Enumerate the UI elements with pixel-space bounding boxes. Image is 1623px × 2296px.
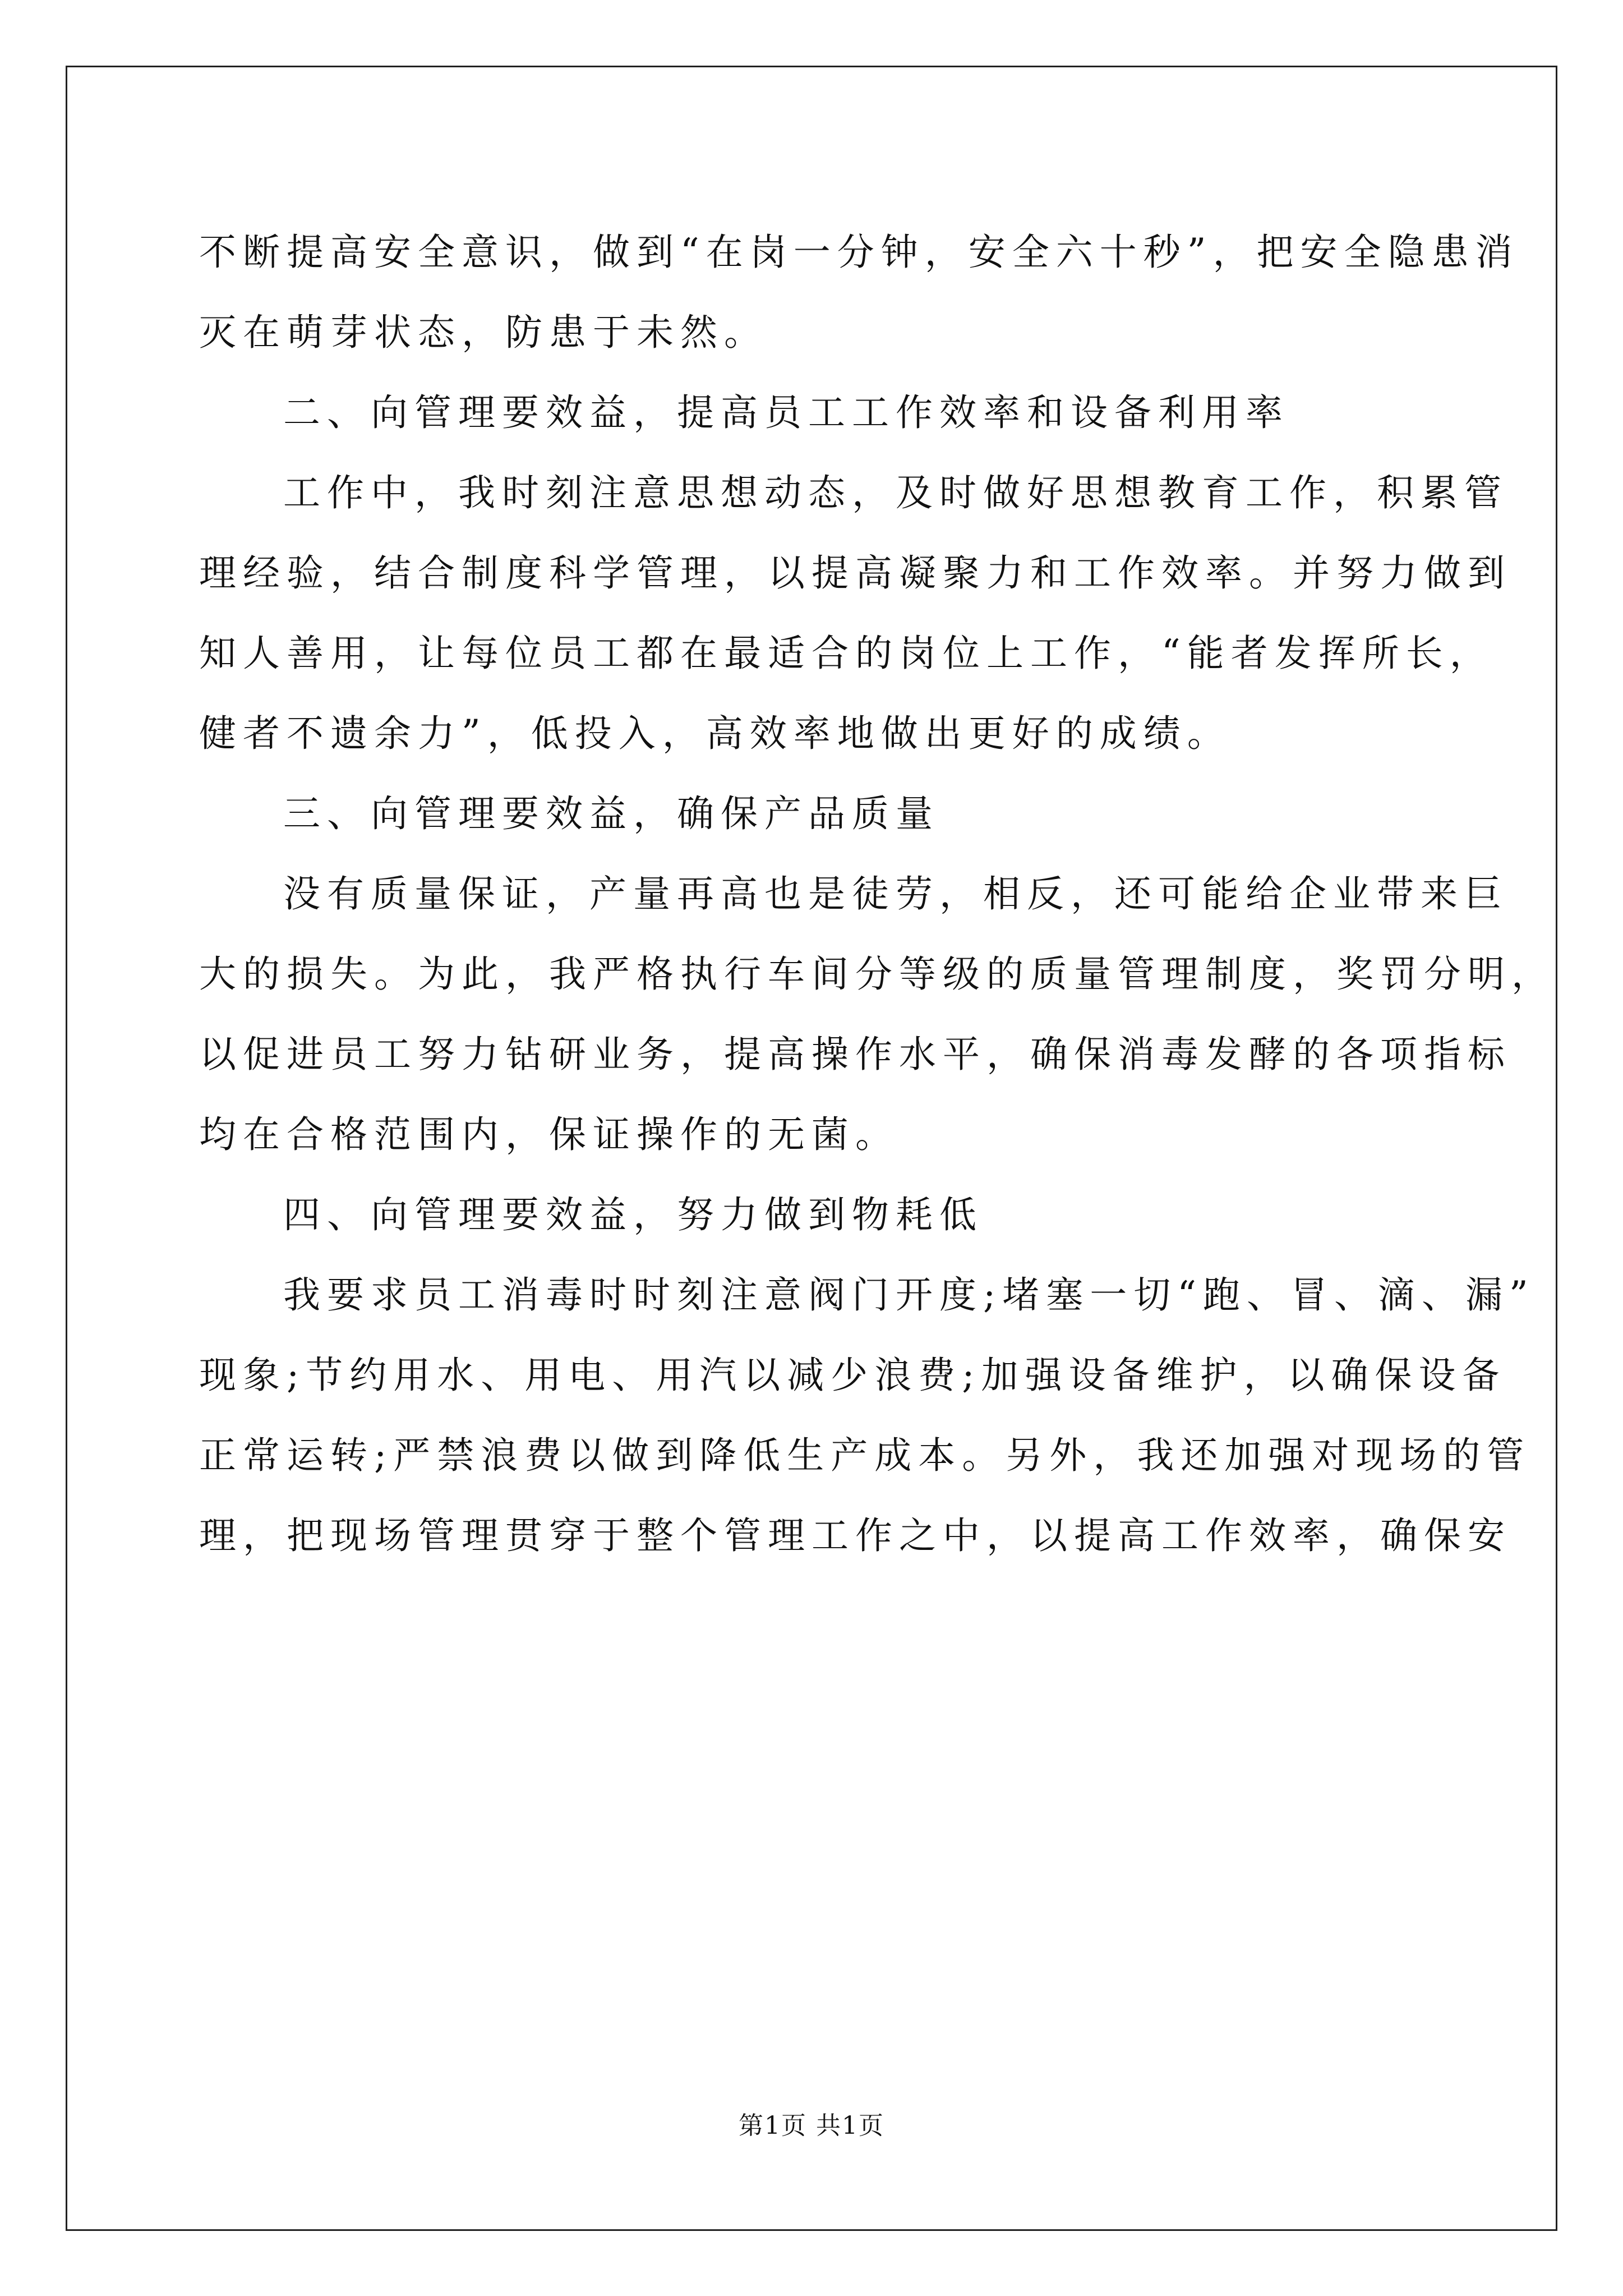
text-line: 现象;节约用水、用电、用汽以减少浪费;加强设备维护，以确保设备 [199,1354,1506,1397]
text-line: 不断提高安全意识，做到“在岗一分钟，安全六十秒”，把安全隐患消 [199,231,1519,274]
section-heading: 三、向管理要效益，确保产品质量 [283,792,939,835]
document-body [199,212,1555,1576]
section-heading: 四、向管理要效益，努力做到物耗低 [283,1193,983,1236]
text-line: 大的损失。为此，我严格执行车间分等级的质量管理制度，奖罚分明， [199,953,1555,996]
text-line: 理经验，结合制度科学管理，以提高凝聚力和工作效率。并努力做到 [199,551,1511,595]
text-line: 灭在萌芽状态，防患于未然。 [199,311,768,354]
section-heading: 二、向管理要效益，提高员工工作效率和设备利用率 [283,391,1289,434]
text-line: 没有质量保证，产量再高也是徒劳，相反，还可能给企业带来巨 [283,872,1508,915]
text-line: 我要求员工消毒时时刻注意阀门开度;堵塞一切“跑、冒、滴、漏” [283,1273,1535,1317]
text-line: 理，把现场管理贯穿于整个管理工作之中，以提高工作效率，确保安 [199,1514,1511,1557]
text-line: 以促进员工努力钻研业务，提高操作水平，确保消毒发酵的各项指标 [199,1033,1511,1076]
text-line: 工作中，我时刻注意思想动态，及时做好思想教育工作，积累管 [283,471,1508,514]
page-number-footer: 第1页 共1页 [739,2111,884,2140]
text-line: 正常运转;严禁浪费以做到降低生产成本。另外，我还加强对现场的管 [199,1434,1531,1477]
text-line: 均在合格范围内，保证操作的无菌。 [199,1113,899,1156]
text-line: 知人善用，让每位员工都在最适合的岗位上工作，“能者发挥所长， [199,632,1493,675]
text-line: 健者不遗余力”，低投入，高效率地做出更好的成绩。 [199,712,1231,755]
